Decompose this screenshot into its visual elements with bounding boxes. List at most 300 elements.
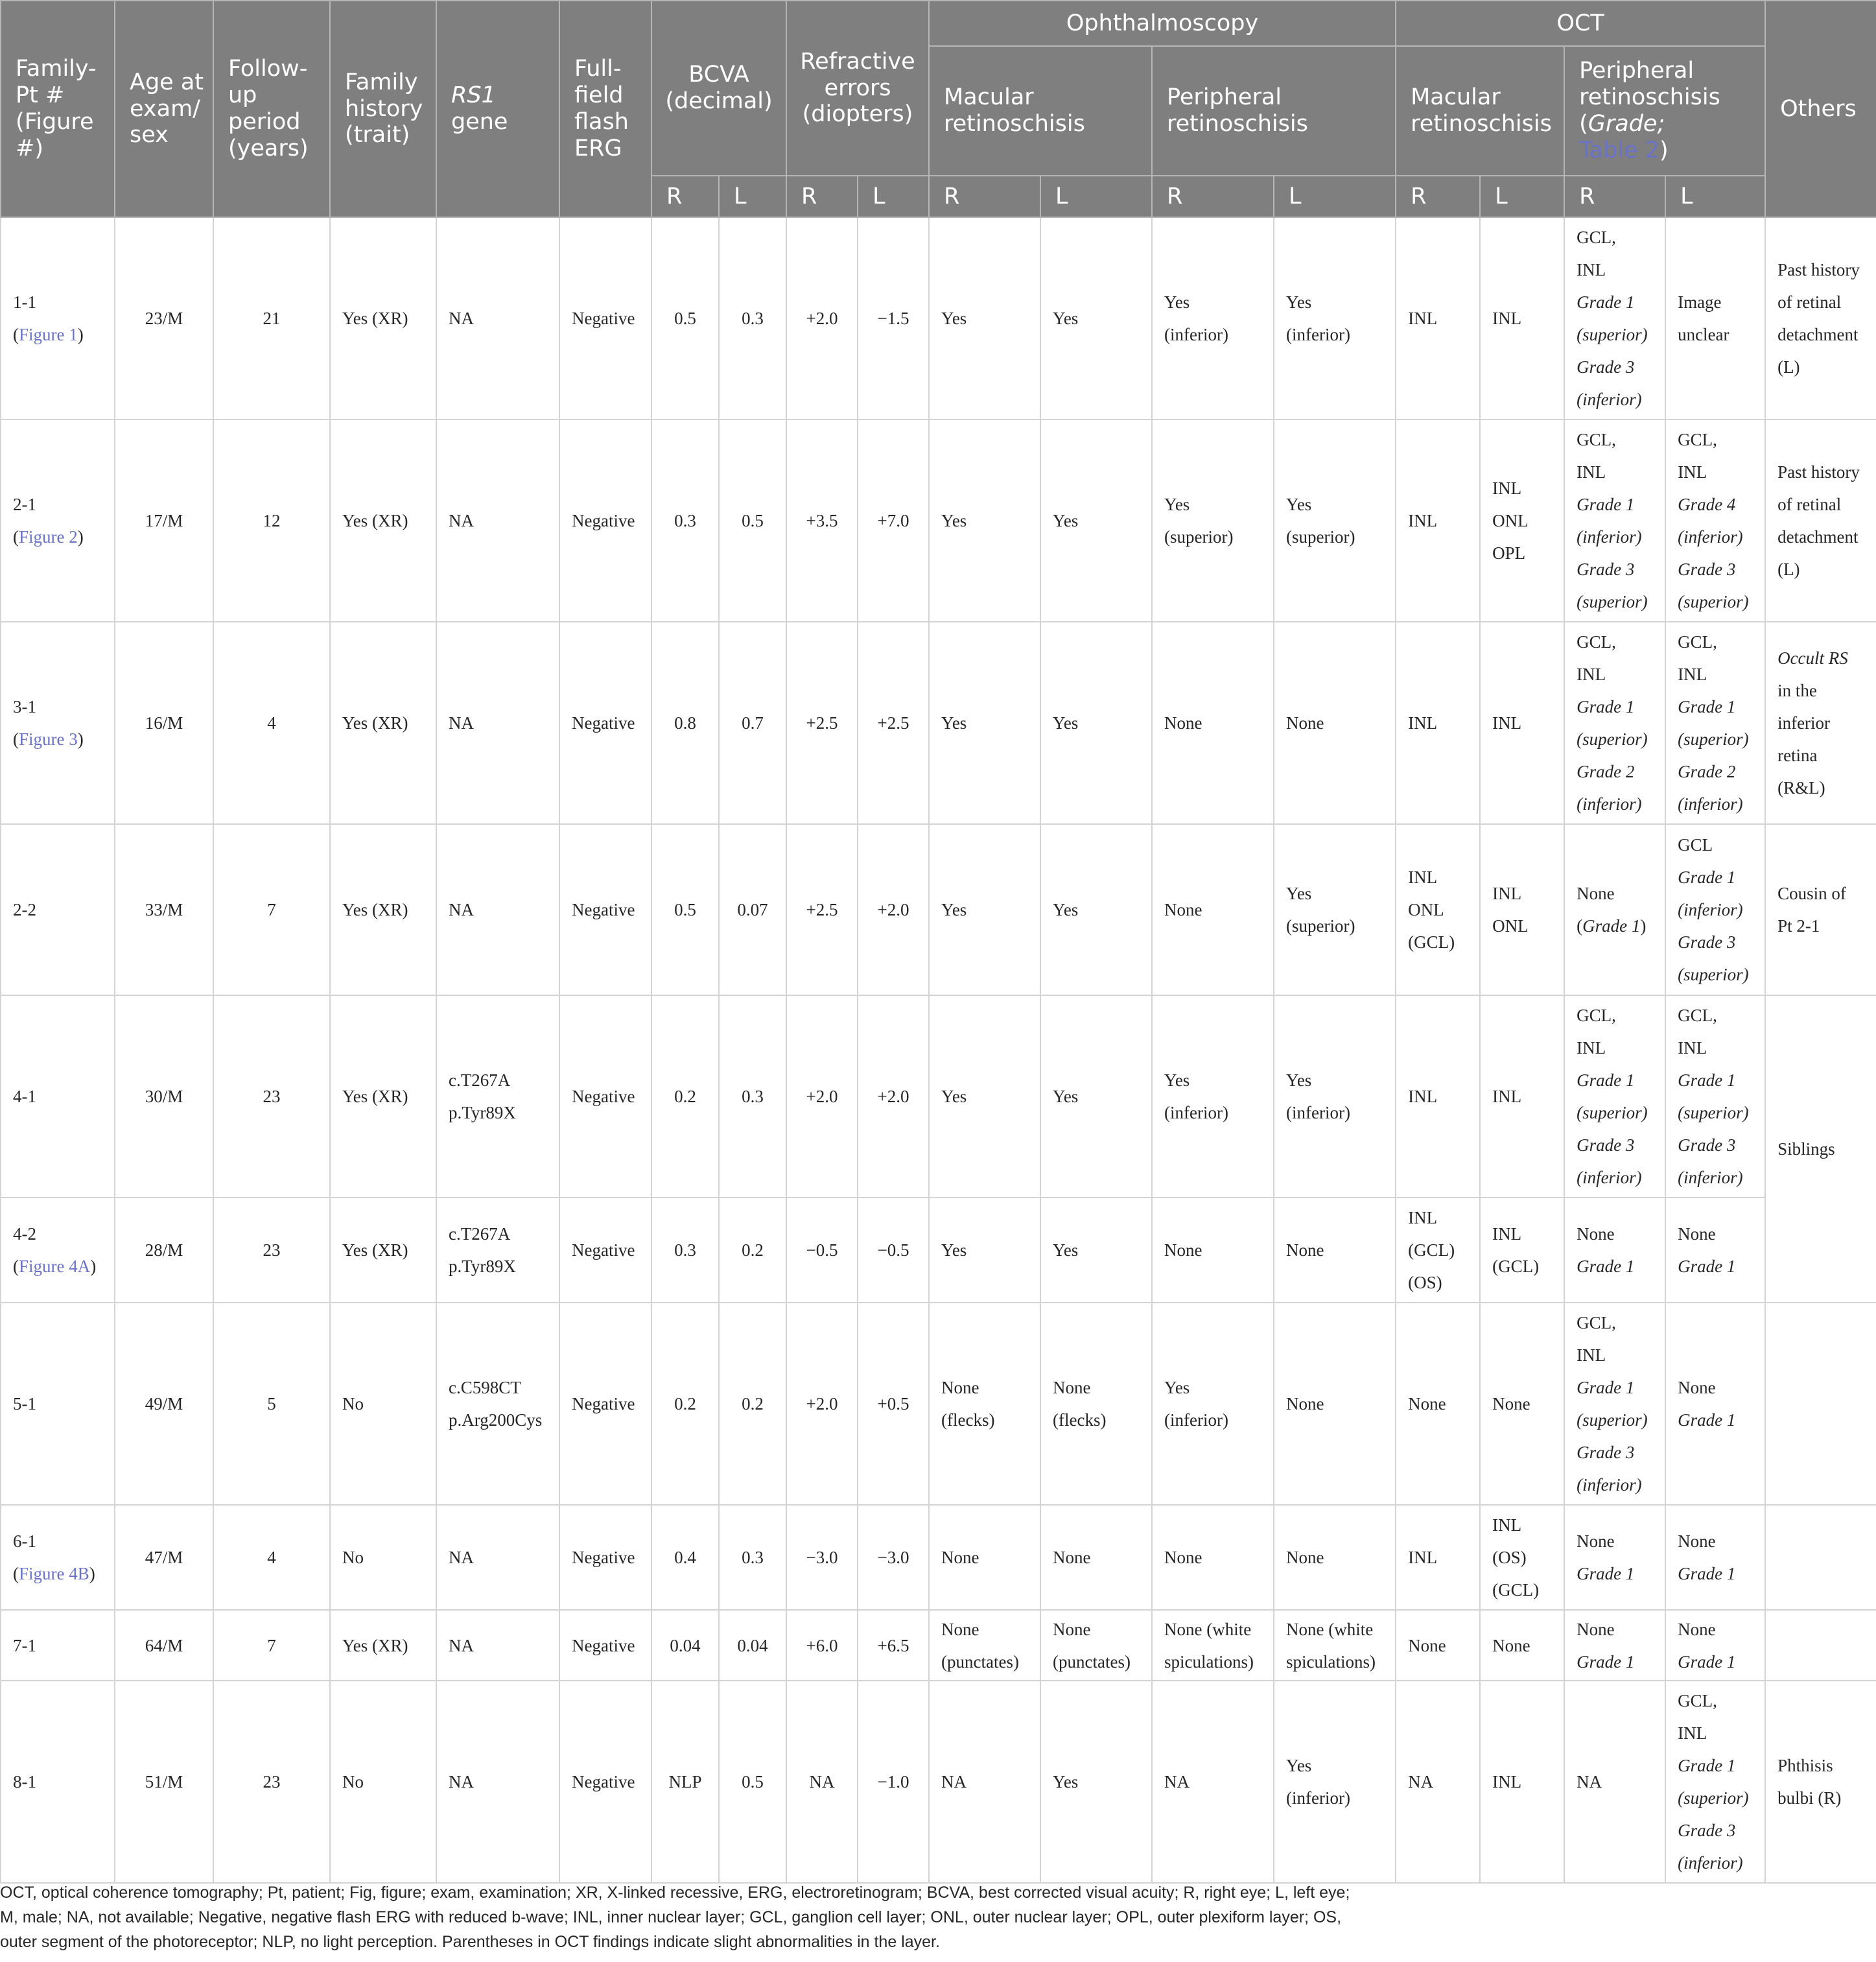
header-line: Full- — [574, 56, 622, 82]
cell-line: (punctates) — [1053, 1651, 1131, 1672]
cell-line: spiculations) — [1164, 1651, 1254, 1672]
cell-line: Yes — [941, 713, 967, 733]
cell-family-history — [330, 1303, 436, 1505]
cell-oph-per-r — [1152, 420, 1274, 622]
cell-oct-mac-r — [1396, 1610, 1480, 1681]
header-oph-peripheral — [1152, 46, 1396, 176]
cell-patient — [1, 622, 115, 824]
cell-ref-l — [858, 217, 929, 420]
cell-line: 49/M — [145, 1394, 183, 1413]
cell-line: Yes — [1286, 495, 1312, 514]
cell-line: 2-2 — [13, 900, 36, 919]
cell-line: INL — [1492, 713, 1522, 733]
cell-oct-per-r — [1564, 217, 1665, 420]
figure-link[interactable]: Figure 1 — [19, 325, 78, 344]
header-line: Macular — [944, 84, 1034, 111]
cell-line: Negative — [572, 1772, 635, 1791]
cell-line: INL — [1408, 511, 1438, 530]
cell-line: 4-1 — [13, 1087, 36, 1106]
cell-oct-per-r — [1564, 824, 1665, 995]
cell-oct-mac-l — [1480, 1198, 1564, 1303]
cell-line: Yes (XR) — [342, 511, 408, 530]
cell-line: None (white — [1286, 1619, 1374, 1639]
cell-line: (inferior) — [1678, 900, 1743, 919]
cell-followup — [213, 1303, 330, 1505]
cell-ref-r — [786, 1198, 858, 1303]
cell-line: INL — [1678, 462, 1707, 482]
cell-oct-per-l — [1665, 1303, 1765, 1505]
table-row — [1, 1610, 1876, 1681]
header-oph-macular — [929, 46, 1152, 176]
cell-oph-mac-r — [929, 1198, 1040, 1303]
cell-line: 8-1 — [13, 1772, 36, 1791]
cell-oct-mac-l — [1480, 824, 1564, 995]
cell-line: 21 — [263, 309, 281, 328]
cell-line: p.Tyr89X — [449, 1103, 516, 1122]
cell-line: None — [1678, 1378, 1716, 1397]
cell-line: GCL — [1678, 835, 1713, 855]
cell-line: (superior) — [1678, 729, 1749, 749]
cell-line: Pt 2-1 — [1777, 916, 1820, 936]
cell-line: c.C598CT — [449, 1378, 521, 1397]
cell-line: 0.5 — [742, 511, 764, 530]
cell-line: (inferior) — [1678, 1168, 1743, 1187]
cell-followup — [213, 1681, 330, 1883]
cell-followup — [213, 1610, 330, 1681]
cell-line: 23 — [263, 1772, 281, 1791]
header-oct-per-r: R — [1564, 176, 1665, 217]
cell-line: None — [1286, 1548, 1324, 1567]
cell-line: None — [1577, 1619, 1615, 1639]
cell-bcva-l — [719, 1198, 786, 1303]
cell-line: None — [1053, 1378, 1091, 1397]
cell-line: detachment — [1777, 527, 1858, 547]
cell-line: 0.3 — [742, 309, 764, 328]
cell-line: +2.0 — [806, 1394, 838, 1413]
header-line: Family — [345, 69, 418, 95]
cell-rs1-gene — [436, 824, 559, 995]
cell-line: GCL, — [1577, 228, 1616, 247]
cell-line: Yes — [941, 1240, 967, 1260]
header-line: history — [345, 95, 423, 122]
cell-line: −1.5 — [877, 309, 909, 328]
cell-erg — [559, 824, 651, 995]
header-oct-per-l: L — [1665, 176, 1765, 217]
cell-line: (superior) — [1678, 965, 1749, 984]
cell-rs1-gene — [436, 1610, 559, 1681]
header-line: ERG — [574, 135, 622, 161]
cell-line: Negative — [572, 309, 635, 328]
cell-line: Grade 1 — [1577, 1070, 1635, 1090]
cell-line: 17/M — [145, 511, 183, 530]
cell-oph-mac-l — [1040, 1198, 1152, 1303]
cell-line: None — [1164, 713, 1202, 733]
header-line: BCVA — [688, 62, 749, 88]
cell-line: 0.2 — [742, 1240, 764, 1260]
cell-bcva-l — [719, 1505, 786, 1610]
header-line: (Figure — [16, 109, 94, 135]
cell-bcva-l — [719, 217, 786, 420]
cell-line: spiculations) — [1286, 1651, 1376, 1672]
table-row — [1, 1303, 1876, 1505]
cell-line: (inferior) — [1577, 1168, 1642, 1187]
header-line: sex — [130, 122, 169, 148]
cell-family-history — [330, 217, 436, 420]
table-row — [1, 995, 1876, 1198]
cell-line: (superior) — [1164, 527, 1234, 547]
cell-patient — [1, 1505, 115, 1610]
cell-line: (superior) — [1577, 1103, 1648, 1122]
cell-line: Yes — [1053, 713, 1079, 733]
cell-line: c.T267A — [449, 1224, 511, 1244]
cell-ref-l — [858, 1681, 929, 1883]
cell-rs1-gene — [436, 1198, 559, 1303]
header-line: gene — [451, 109, 508, 135]
figure-link[interactable]: Figure 3 — [19, 729, 78, 749]
cell-oph-per-l — [1274, 1505, 1396, 1610]
table-body — [1, 217, 1876, 1883]
cell-oph-per-r — [1152, 217, 1274, 420]
cell-oct-per-r — [1564, 622, 1665, 824]
cell-bcva-r — [651, 622, 719, 824]
cell-line: 4-2 — [13, 1224, 36, 1244]
cell-line: Yes — [941, 900, 967, 919]
cell-line: Negative — [572, 1548, 635, 1567]
cell-line: (R&L) — [1777, 778, 1825, 798]
cell-erg — [559, 1681, 651, 1883]
cell-erg — [559, 1198, 651, 1303]
cell-oph-per-r — [1152, 1198, 1274, 1303]
cell-line: None — [1286, 713, 1324, 733]
cell-oct-mac-r — [1396, 1303, 1480, 1505]
cell-line: NA — [449, 1548, 474, 1567]
cell-patient — [1, 1681, 115, 1883]
header-bcva-r: R — [651, 176, 719, 217]
cell-oct-mac-r — [1396, 1505, 1480, 1610]
header-oct-peripheral-line4 — [1579, 137, 1765, 164]
cell-followup — [213, 1198, 330, 1303]
cell-bcva-l — [719, 824, 786, 995]
cell-others — [1765, 217, 1876, 420]
cell-line: Past history — [1777, 260, 1860, 279]
header-oct-mac-r: R — [1396, 176, 1480, 217]
cell-patient — [1, 1610, 115, 1681]
cell-oph-per-l — [1274, 995, 1396, 1198]
cell-rs1-gene — [436, 1681, 559, 1883]
cell-patient — [1, 824, 115, 995]
cell-line: +6.5 — [877, 1635, 909, 1655]
cell-line: Yes — [1053, 900, 1079, 919]
cell-line: Grade 2 — [1577, 762, 1635, 781]
cell-line: INL — [1492, 1772, 1522, 1791]
paren-close: ) — [1659, 137, 1669, 163]
cell-line: (inferior) — [1286, 1788, 1350, 1808]
cell-line: Grade 1 — [1678, 697, 1736, 716]
cell-line: +6.0 — [806, 1635, 838, 1655]
cell-line: 0.04 — [737, 1635, 768, 1655]
cell-line: (Figure 4A) — [13, 1257, 97, 1276]
cell-oct-per-r — [1564, 1681, 1665, 1883]
cell-others — [1765, 995, 1876, 1303]
cell-rs1-gene — [436, 622, 559, 824]
table-row — [1, 1681, 1876, 1883]
cell-age-sex — [115, 420, 213, 622]
cell-oct-per-l — [1665, 995, 1765, 1198]
cell-oct-per-l — [1665, 1610, 1765, 1681]
cell-line: (superior) — [1577, 325, 1648, 344]
cell-oct-per-l — [1665, 217, 1765, 420]
table-row — [1, 217, 1876, 420]
cell-family-history — [330, 1610, 436, 1681]
cell-line: retina — [1777, 746, 1818, 765]
cell-line: Grade 1 — [1678, 1410, 1736, 1430]
cell-line: INL — [1577, 462, 1606, 482]
cell-line: Grade 1 — [1678, 1564, 1736, 1583]
header-line: (years) — [228, 135, 309, 161]
cell-line: NA — [449, 511, 474, 530]
cell-line: INL — [1408, 868, 1438, 887]
cell-line: (flecks) — [941, 1410, 995, 1430]
cell-ref-r — [786, 1303, 858, 1505]
cell-line: INL — [1408, 309, 1438, 328]
cell-oph-per-r — [1152, 1610, 1274, 1681]
cell-line: p.Tyr89X — [449, 1257, 516, 1276]
cell-age-sex — [115, 1303, 213, 1505]
cell-bcva-r — [651, 1303, 719, 1505]
cell-line: INL — [1577, 665, 1606, 684]
cell-line: 5 — [267, 1394, 276, 1413]
cell-others — [1765, 824, 1876, 995]
cell-line: (superior) — [1577, 1410, 1648, 1430]
cell-line: (Figure 3) — [13, 729, 84, 749]
cell-line: +2.5 — [806, 900, 838, 919]
cell-line: c.T267A — [449, 1070, 511, 1090]
cell-patient — [1, 1303, 115, 1505]
cell-oph-per-l — [1274, 1303, 1396, 1505]
header-line: exam/ — [130, 95, 200, 122]
header-line: RS1 — [451, 82, 496, 109]
figure-link[interactable]: Figure 2 — [19, 527, 78, 547]
cell-oph-per-l — [1274, 1198, 1396, 1303]
cell-line: Negative — [572, 1635, 635, 1655]
cell-erg — [559, 1610, 651, 1681]
cell-line: (inferior) — [1164, 1410, 1228, 1430]
cell-oph-mac-l — [1040, 420, 1152, 622]
cell-line: 0.4 — [674, 1548, 696, 1567]
cell-line: Grade 2 — [1678, 762, 1736, 781]
cell-line: INL — [1577, 1345, 1606, 1365]
cell-line: inferior — [1777, 713, 1831, 733]
cell-line: 23 — [263, 1087, 281, 1106]
cell-line: NA — [449, 900, 474, 919]
cell-line: (punctates) — [941, 1651, 1019, 1672]
cell-rs1-gene — [436, 995, 559, 1198]
cell-line: (GCL) — [1408, 932, 1455, 952]
cell-line: INL — [1492, 1515, 1522, 1535]
cell-line: 33/M — [145, 900, 183, 919]
cell-line: Grade 1 — [1577, 292, 1635, 312]
cell-oph-mac-l — [1040, 1303, 1152, 1505]
figure-link[interactable]: Figure 4B — [19, 1564, 89, 1583]
cell-oph-per-r — [1152, 1303, 1274, 1505]
cell-line: +2.0 — [877, 1087, 909, 1106]
cell-oph-mac-r — [929, 420, 1040, 622]
cell-line: INL — [1408, 1548, 1438, 1567]
cell-line: (Grade 1) — [1577, 916, 1647, 936]
cell-line: in the — [1777, 681, 1817, 700]
header-oct-mac-l: L — [1480, 176, 1564, 217]
cell-patient — [1, 420, 115, 622]
cell-oph-mac-l — [1040, 622, 1152, 824]
cell-line: Negative — [572, 900, 635, 919]
cell-line: None — [1577, 1224, 1615, 1244]
cell-line: +0.5 — [877, 1394, 909, 1413]
cell-erg — [559, 1505, 651, 1610]
cell-line: Grade 1 — [1577, 1564, 1635, 1583]
header-line: (diopters) — [802, 101, 913, 128]
cell-ref-r — [786, 995, 858, 1198]
cell-line: 0.5 — [742, 1772, 764, 1791]
header-oct-peripheral-line2: retinoschisis — [1579, 84, 1720, 111]
cell-line: −3.0 — [806, 1548, 838, 1567]
cell-line: No — [342, 1394, 364, 1413]
cell-line: (superior) — [1678, 1103, 1749, 1122]
table-row — [1, 1198, 1876, 1303]
cell-family-history — [330, 1198, 436, 1303]
cell-line: 3-1 — [13, 697, 36, 716]
figure-link[interactable]: Figure 4A — [19, 1257, 91, 1276]
cell-ref-l — [858, 995, 929, 1198]
cell-line: Phthisis — [1777, 1756, 1833, 1775]
cell-line: Yes — [1164, 1070, 1190, 1090]
cell-line: −0.5 — [877, 1240, 909, 1260]
cell-line: Yes — [1164, 495, 1190, 514]
cell-line: 23/M — [145, 309, 183, 328]
cell-oct-mac-r — [1396, 622, 1480, 824]
cell-line: unclear — [1678, 325, 1729, 344]
cell-line: 0.2 — [674, 1394, 696, 1413]
cell-line: (inferior) — [1577, 527, 1642, 547]
cell-line: +2.5 — [877, 713, 909, 733]
header-line: up — [228, 82, 257, 109]
cell-line: Yes (XR) — [342, 1087, 408, 1106]
cell-line: (superior) — [1678, 592, 1749, 611]
cell-oct-per-r — [1564, 1303, 1665, 1505]
cell-line: 12 — [263, 511, 281, 530]
cell-line: +2.0 — [806, 1087, 838, 1106]
cell-line: None — [1678, 1619, 1716, 1639]
cell-oph-mac-l — [1040, 1610, 1152, 1681]
cell-line: NLP — [668, 1772, 702, 1791]
cell-line: 0.07 — [737, 900, 768, 919]
cell-oph-mac-r — [929, 622, 1040, 824]
cell-line: None — [1408, 1394, 1446, 1413]
cell-oct-mac-l — [1480, 420, 1564, 622]
cell-bcva-l — [719, 420, 786, 622]
cell-line: (Figure 2) — [13, 527, 84, 547]
header-line: Peripheral — [1167, 84, 1282, 111]
cell-line: Negative — [572, 1240, 635, 1260]
cell-line: 7-1 — [13, 1635, 36, 1655]
cell-age-sex — [115, 1681, 213, 1883]
cell-line: 0.3 — [674, 1240, 696, 1260]
header-oph-per-l: L — [1274, 176, 1396, 217]
cell-oph-mac-l — [1040, 1505, 1152, 1610]
cell-line: 0.04 — [670, 1635, 701, 1655]
cell-line: Grade 4 — [1678, 495, 1736, 514]
cell-line: 0.3 — [742, 1087, 764, 1106]
cell-line: GCL, — [1678, 430, 1717, 449]
cell-oct-mac-l — [1480, 1681, 1564, 1883]
cell-line: −0.5 — [806, 1240, 838, 1260]
cell-line: Grade 1 — [1577, 1257, 1635, 1276]
header-line: (trait) — [345, 122, 410, 148]
cell-line: Yes — [1286, 292, 1312, 312]
header-oct-peripheral-line3 — [1579, 111, 1765, 137]
cell-line: 7 — [267, 1635, 276, 1655]
cell-line: GCL, — [1678, 632, 1717, 652]
cell-oph-per-r — [1152, 1681, 1274, 1883]
cell-line: None — [941, 1619, 979, 1639]
cell-oph-per-r — [1152, 995, 1274, 1198]
cell-line: 1-1 — [13, 292, 36, 312]
cell-line: of retinal — [1777, 495, 1842, 514]
cell-oct-mac-r — [1396, 1681, 1480, 1883]
cell-ref-l — [858, 1303, 929, 1505]
cell-oct-per-l — [1665, 622, 1765, 824]
cell-line: Grade 1 — [1577, 495, 1635, 514]
header-others: Others — [1765, 1, 1876, 217]
cell-line: Grade 1 — [1678, 1651, 1736, 1672]
cell-line: (inferior) — [1164, 325, 1228, 344]
cell-line: INL — [1492, 884, 1522, 903]
cell-line: 0.2 — [674, 1087, 696, 1106]
header-family-history — [330, 1, 436, 217]
cell-line: NA — [1408, 1772, 1434, 1791]
table-footnote: OCT, optical coherence tomography; Pt, patient; Fig, figure; exam, examination; XR, X-linked recessive, ERG, electroretinogram; BCVA, best corrected visual acuity; R, right eye; L, left eye; M, male; NA, not available; Negative, negative flash ERG with reduced b-wave; INL, inner nuclear layer; GCL, ganglion cell layer; ONL, outer nuclear layer; OPL, outer plexiform layer; OS, outer segment of the photoreceptor; NLP, no light perception. Parentheses in OCT findings indicate slight abnormalities in the layer. — [0, 1884, 1350, 1951]
cell-line: Grade 1 — [1577, 1378, 1635, 1397]
cell-bcva-r — [651, 1610, 719, 1681]
header-line: Pt # — [16, 82, 65, 109]
cell-line: Grade 3 — [1577, 357, 1635, 377]
cell-oct-mac-r — [1396, 217, 1480, 420]
cell-others — [1765, 1505, 1876, 1610]
table-row — [1, 420, 1876, 622]
cell-line: None — [1053, 1619, 1091, 1639]
cell-age-sex — [115, 1610, 213, 1681]
cell-line: +7.0 — [877, 511, 909, 530]
cell-line: Yes — [1053, 1240, 1079, 1260]
header-line: #) — [16, 135, 43, 161]
header-age — [115, 1, 213, 217]
cell-line: ONL — [1408, 900, 1444, 919]
header-ref-r: R — [786, 176, 858, 217]
cell-line: Yes — [1053, 1772, 1079, 1791]
cell-line: Grade 3 — [1678, 932, 1736, 952]
table-2-link[interactable]: Table 2 — [1579, 137, 1659, 163]
cell-line: Negative — [572, 1394, 635, 1413]
cell-oct-per-r — [1564, 1198, 1665, 1303]
header-oph-mac-l: L — [1040, 176, 1152, 217]
cell-oct-per-l — [1665, 420, 1765, 622]
cell-line: Yes (XR) — [342, 1635, 408, 1655]
cell-line: (superior) — [1286, 916, 1355, 936]
cell-bcva-l — [719, 1303, 786, 1505]
cell-line: Yes — [1286, 884, 1312, 903]
cell-line: Yes — [1053, 309, 1079, 328]
cell-oph-mac-r — [929, 1681, 1040, 1883]
cell-rs1-gene — [436, 420, 559, 622]
